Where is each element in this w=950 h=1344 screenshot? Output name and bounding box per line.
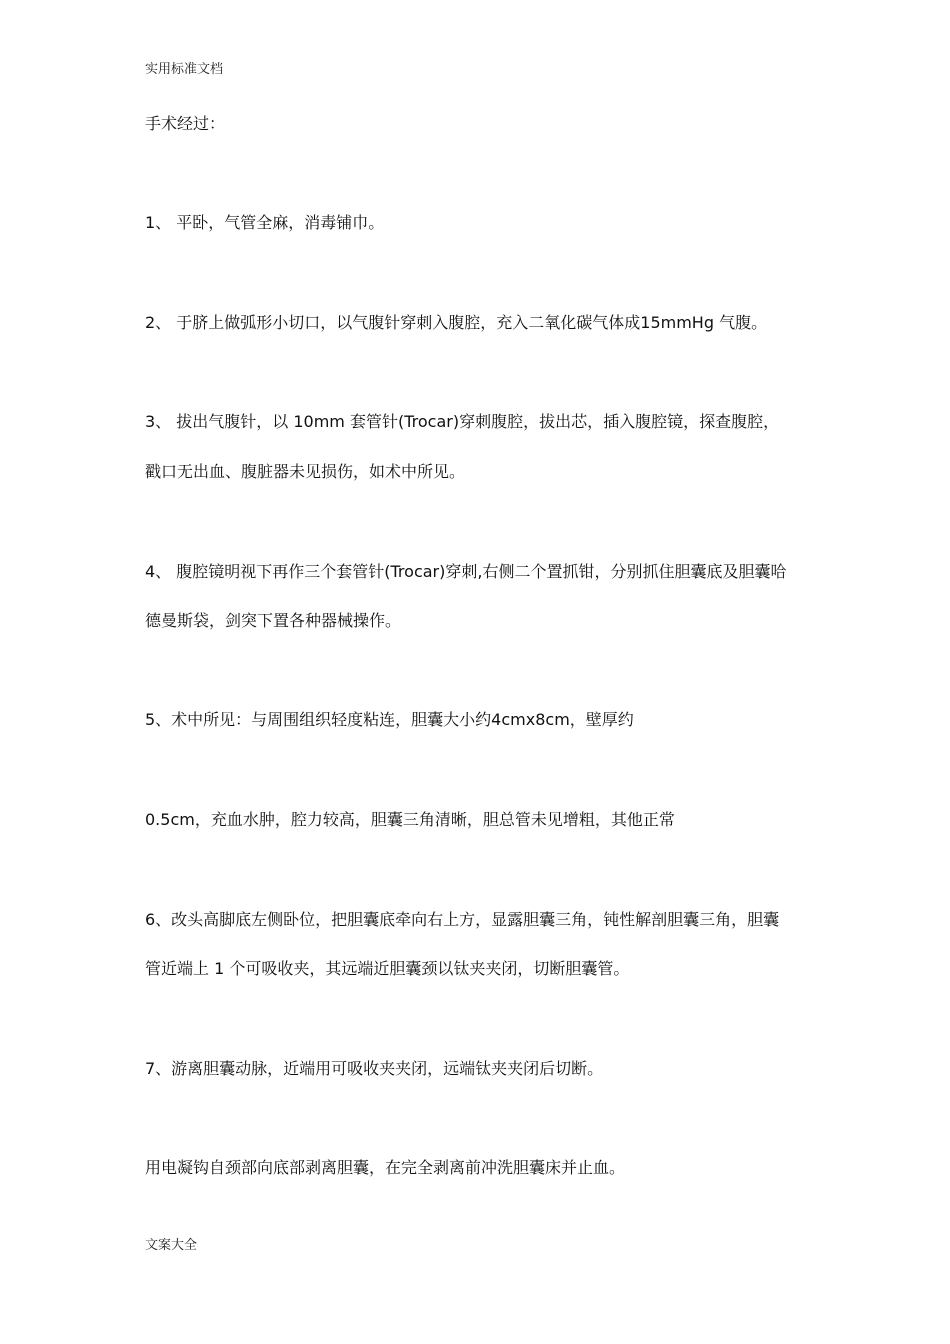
- page-footer: 文案大全: [145, 1238, 198, 1253]
- paragraph-line: 2、 于脐上做弧形小切口，以气腹针穿刺入腹腔，充入二氧化碳气体成15mmHg 气腹。: [145, 313, 768, 332]
- doc-title: 手术经过：: [145, 114, 226, 133]
- paragraph-line: 4、 腹腔镜明视下再作三个套管针(Trocar)穿刺,右侧二个置抓钳，分别抓住胆囊底及胆囊哈: [145, 562, 787, 581]
- paragraph-line: 7、游离胆囊动脉，近端用可吸收夹夹闭，远端钛夹夹闭后切断。: [145, 1059, 604, 1078]
- paragraph-line: 6、改头高脚底左侧卧位，把胆囊底牵向右上方，显露胆囊三角，钝性解剖胆囊三角，胆囊: [145, 910, 780, 929]
- paragraph-line: 5、术中所见：与周围组织轻度粘连，胆囊大小约4cmx8cm，壁厚约: [145, 710, 634, 729]
- paragraph-line: 管近端上 1 个可吸收夹，其远端近胆囊颈以钛夹夹闭，切断胆囊管。: [145, 959, 630, 978]
- paragraph-line: 戳口无出血、腹脏器未见损伤，如术中所见。: [145, 462, 466, 481]
- paragraph-line: 0.5cm，充血水肿，腔力较高，胆囊三角清晰，胆总管未见增粗，其他正常: [145, 810, 675, 829]
- paragraph-line: 1、 平卧，气管全麻，消毒铺巾。: [145, 213, 385, 232]
- page-header: 实用标准文档: [145, 62, 224, 77]
- paragraph-line: 用电凝钩自颈部向底部剥离胆囊，在完全剥离前冲洗胆囊床并止血。: [145, 1158, 626, 1177]
- paragraph-line: 德曼斯袋，剑突下置各种器械操作。: [145, 611, 402, 630]
- paragraph-line: 3、 拔出气腹针，以 10mm 套管针(Trocar)穿刺腹腔，拔出芯，插入腹腔镜，探查腹腔，: [145, 412, 780, 431]
